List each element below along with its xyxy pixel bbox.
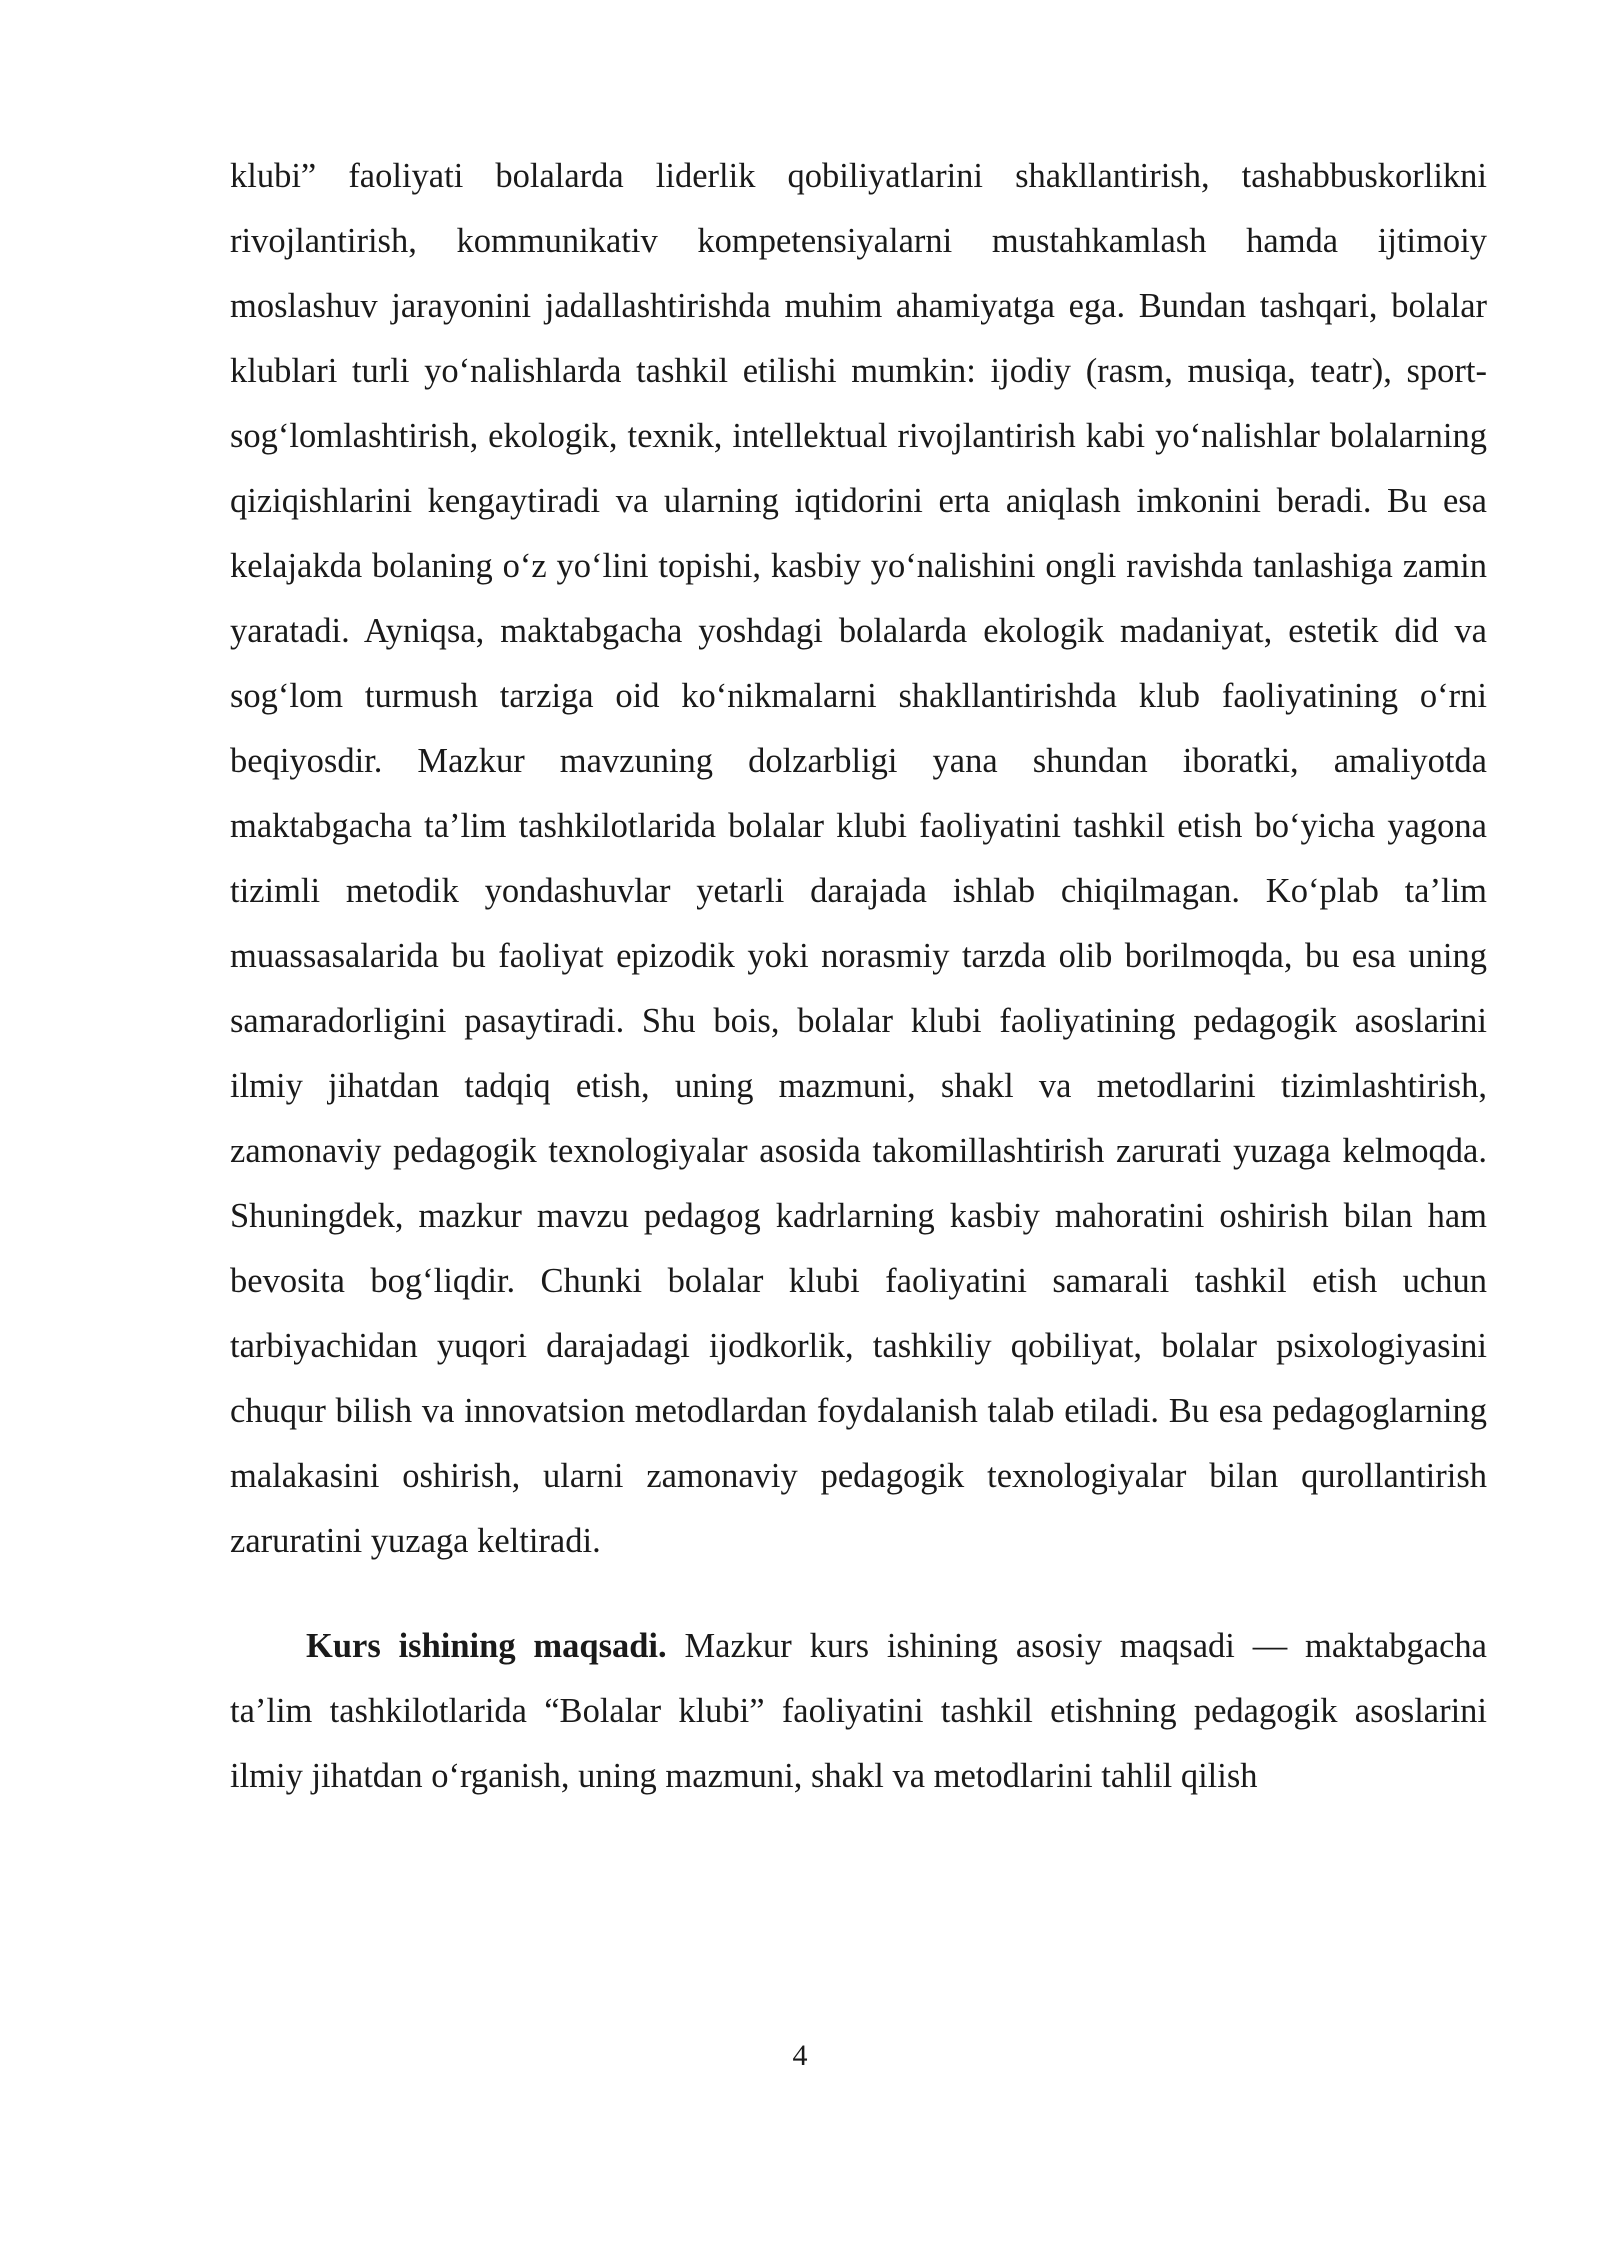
page-body [230,144,1487,1809]
paragraph-text: Mazkur kurs ishining asosiy maqsadi — maktabgacha ta’lim tashkilotlarida “Bolalar klubi” faoliyatini tashkil etishning pedagogik asoslarini ilmiy jihatdan o‘rganish, uning mazmuni, shakl va metodlarini tahlil qilish [230,1627,1487,1795]
page-number: 4 [792,2039,808,2072]
paragraph-text: klubi” faoliyati bolalarda liderlik qobiliyatlarini shakllantirish, tashabbuskorlikni rivojlantirish, kommunikativ kompetensiyalarni mustahkamlash hamda ijtimoiy moslashuv jarayonini jadallashtirishda muhim ahamiyatga ega. Bundan tashqari, bolalar klublari turli yo‘nalishlarda tashkil etilishi mumkin: ijodiy (rasm, musiqa, teatr), sport-sog‘lomlashtirish, ekologik, texnik, intellektual rivojlantirish kabi yo‘nalishlar bolalarning qiziqishlarini kengaytiradi va ularning iqtidorini erta aniqlash imkonini beradi. Bu esa kelajakda bolaning o‘z yo‘lini topishi, kasbiy yo‘nalishini ongli ravishda tanlashiga zamin yaratadi. Ayniqsa, maktabgacha yoshdagi bolalarda ekologik madaniyat, estetik did va sog‘lom turmush tarziga oid ko‘nikmalarni shakllantirishda klub faoliyatining o‘rni beqiyosdir. Mazkur mavzuning dolzarbligi yana shundan iboratki, amaliyotda maktabgacha ta’lim tashkilotlarida bolalar klubi faoliyatini tashkil etish bo‘yicha yagona tizimli metodik yondashuvlar yetarli darajada ishlab chiqilmagan. Ko‘plab ta’lim muassasalarida bu faoliyat epizodik yoki norasmiy tarzda olib borilmoqda, bu esa uning samaradorligini pasaytiradi. Shu bois, bolalar klubi faoliyatining pedagogik asoslarini ilmiy jihatdan tadqiq etish, uning mazmuni, shakl va metodlarini tizimlashtirish, zamonaviy pedagogik texnologiyalar asosida takomillashtirish zarurati yuzaga kelmoqda. Shuningdek, mazkur mavzu pedagog kadrlarning kasbiy mahoratini oshirish bilan ham bevosita bog‘liqdir. Chunki bolalar klubi faoliyatini samarali tashkil etish uchun tarbiyachidan yuqori darajadagi ijodkorlik, tashkiliy qobiliyat, bolalar psixologiyasini chuqur bilish va innovatsion metodlardan foydalanish talab etiladi. Bu esa pedagoglarning malakasini oshirish, ularni zamonaviy pedagogik texnologiyalar bilan qurollantirish zaruratini yuzaga keltiradi. [230,157,1487,1560]
course-goal-paragraph [230,1614,1487,1809]
paragraph-lead-heading: Kurs ishining maqsadi. [306,1627,667,1665]
body-paragraph [230,144,1487,1574]
